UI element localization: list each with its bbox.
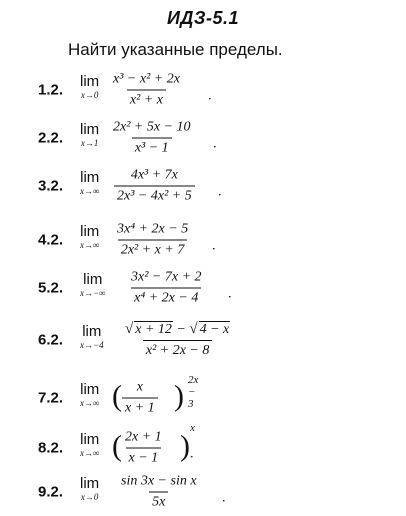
problem-number: 9.2. — [38, 483, 64, 501]
problem-number: 5.2. — [38, 279, 64, 297]
problem-number: 6.2. — [38, 331, 64, 349]
exponent: 2x − 3 — [188, 374, 199, 410]
end-punct: . — [222, 490, 226, 506]
limit-operator — [80, 432, 99, 458]
limit-approach: x→∞ — [80, 447, 100, 458]
numerator: 4x³ + 7x — [130, 167, 178, 183]
fraction — [118, 474, 200, 511]
left-paren: ( — [112, 379, 122, 413]
limit-operator — [80, 170, 99, 196]
limit-approach: x→−4 — [80, 339, 104, 350]
limit-operator — [80, 272, 105, 298]
limit-operator — [80, 122, 99, 148]
problem-number: 7.2. — [38, 389, 64, 407]
sqrt-sign: √ — [125, 321, 134, 337]
denominator: 2x² + x + 7 — [118, 240, 188, 259]
numerator: x — [136, 379, 143, 395]
radicand: x + 12 — [135, 322, 172, 337]
numerator — [122, 321, 233, 340]
problem-number: 2.2. — [38, 129, 64, 147]
problem-number: 3.2. — [38, 177, 64, 195]
limit-operator — [80, 224, 99, 250]
fraction — [122, 321, 233, 359]
limit-approach: x→−∞ — [80, 287, 106, 298]
problem-number: 8.2. — [38, 439, 64, 457]
limit-approach: x→∞ — [80, 185, 100, 196]
limit-approach: x→∞ — [80, 239, 100, 250]
limit-approach: x→0 — [80, 89, 99, 100]
right-paren: ) — [174, 379, 184, 413]
denominator: x⁴ + 2x − 4 — [131, 288, 201, 307]
minus-sign: − — [172, 322, 190, 337]
denominator: 5x — [149, 492, 168, 511]
fraction — [114, 222, 191, 259]
task-instruction: Найти указанные пределы. — [68, 40, 283, 59]
denominator: 2x³ − 4x² + 5 — [114, 186, 195, 205]
limit-operator — [80, 324, 104, 350]
denominator: x + 1 — [122, 398, 158, 417]
fraction — [110, 120, 194, 157]
limit-operator — [80, 74, 99, 100]
end-punct: . — [208, 88, 212, 104]
limit-operator — [80, 382, 99, 408]
lim-word: lim — [80, 222, 100, 240]
lim-word: lim — [83, 270, 103, 288]
denominator: x³ − 1 — [132, 138, 172, 157]
lim-word: lim — [80, 168, 100, 186]
problem-number: 1.2. — [38, 81, 64, 99]
fraction — [128, 270, 205, 307]
numerator: 2x + 1 — [125, 429, 162, 445]
denominator: x² + 2x − 8 — [143, 340, 213, 359]
exponent: x — [190, 422, 195, 434]
end-punct: . — [212, 238, 216, 254]
right-paren: ) — [180, 429, 190, 463]
fraction — [122, 380, 158, 417]
fraction — [110, 72, 183, 109]
lim-word: lim — [80, 430, 100, 448]
limit-approach: x→1 — [80, 137, 99, 148]
radicand: 4 − x — [199, 322, 230, 337]
lim-word: lim — [80, 120, 100, 138]
lim-word: lim — [80, 380, 100, 398]
end-punct: . — [228, 286, 232, 302]
denominator: x − 1 — [126, 448, 162, 467]
sqrt-sign: √ — [189, 321, 198, 337]
lim-word: lim — [80, 72, 100, 90]
numerator: 2x² + 5x − 10 — [113, 119, 191, 135]
numerator: sin 3x − sin x — [121, 473, 197, 489]
limit-approach: x→∞ — [80, 397, 100, 408]
problem-number: 4.2. — [38, 231, 64, 249]
limit-approach: x→0 — [80, 491, 99, 502]
numerator: x³ − x² + 2x — [113, 71, 180, 87]
limit-operator — [80, 476, 99, 502]
fraction — [114, 168, 195, 205]
page-title: ИДЗ-5.1 — [166, 8, 240, 28]
fraction — [122, 430, 165, 467]
end-punct: . — [213, 136, 217, 152]
lim-word: lim — [80, 474, 100, 492]
end-punct: . — [218, 184, 222, 200]
left-paren: ( — [112, 429, 122, 463]
end-punct: . — [190, 446, 194, 462]
numerator: 3x² − 7x + 2 — [131, 269, 202, 285]
denominator: x² + x — [127, 90, 166, 109]
lim-word: lim — [82, 322, 102, 340]
numerator: 3x⁴ + 2x − 5 — [117, 221, 189, 237]
